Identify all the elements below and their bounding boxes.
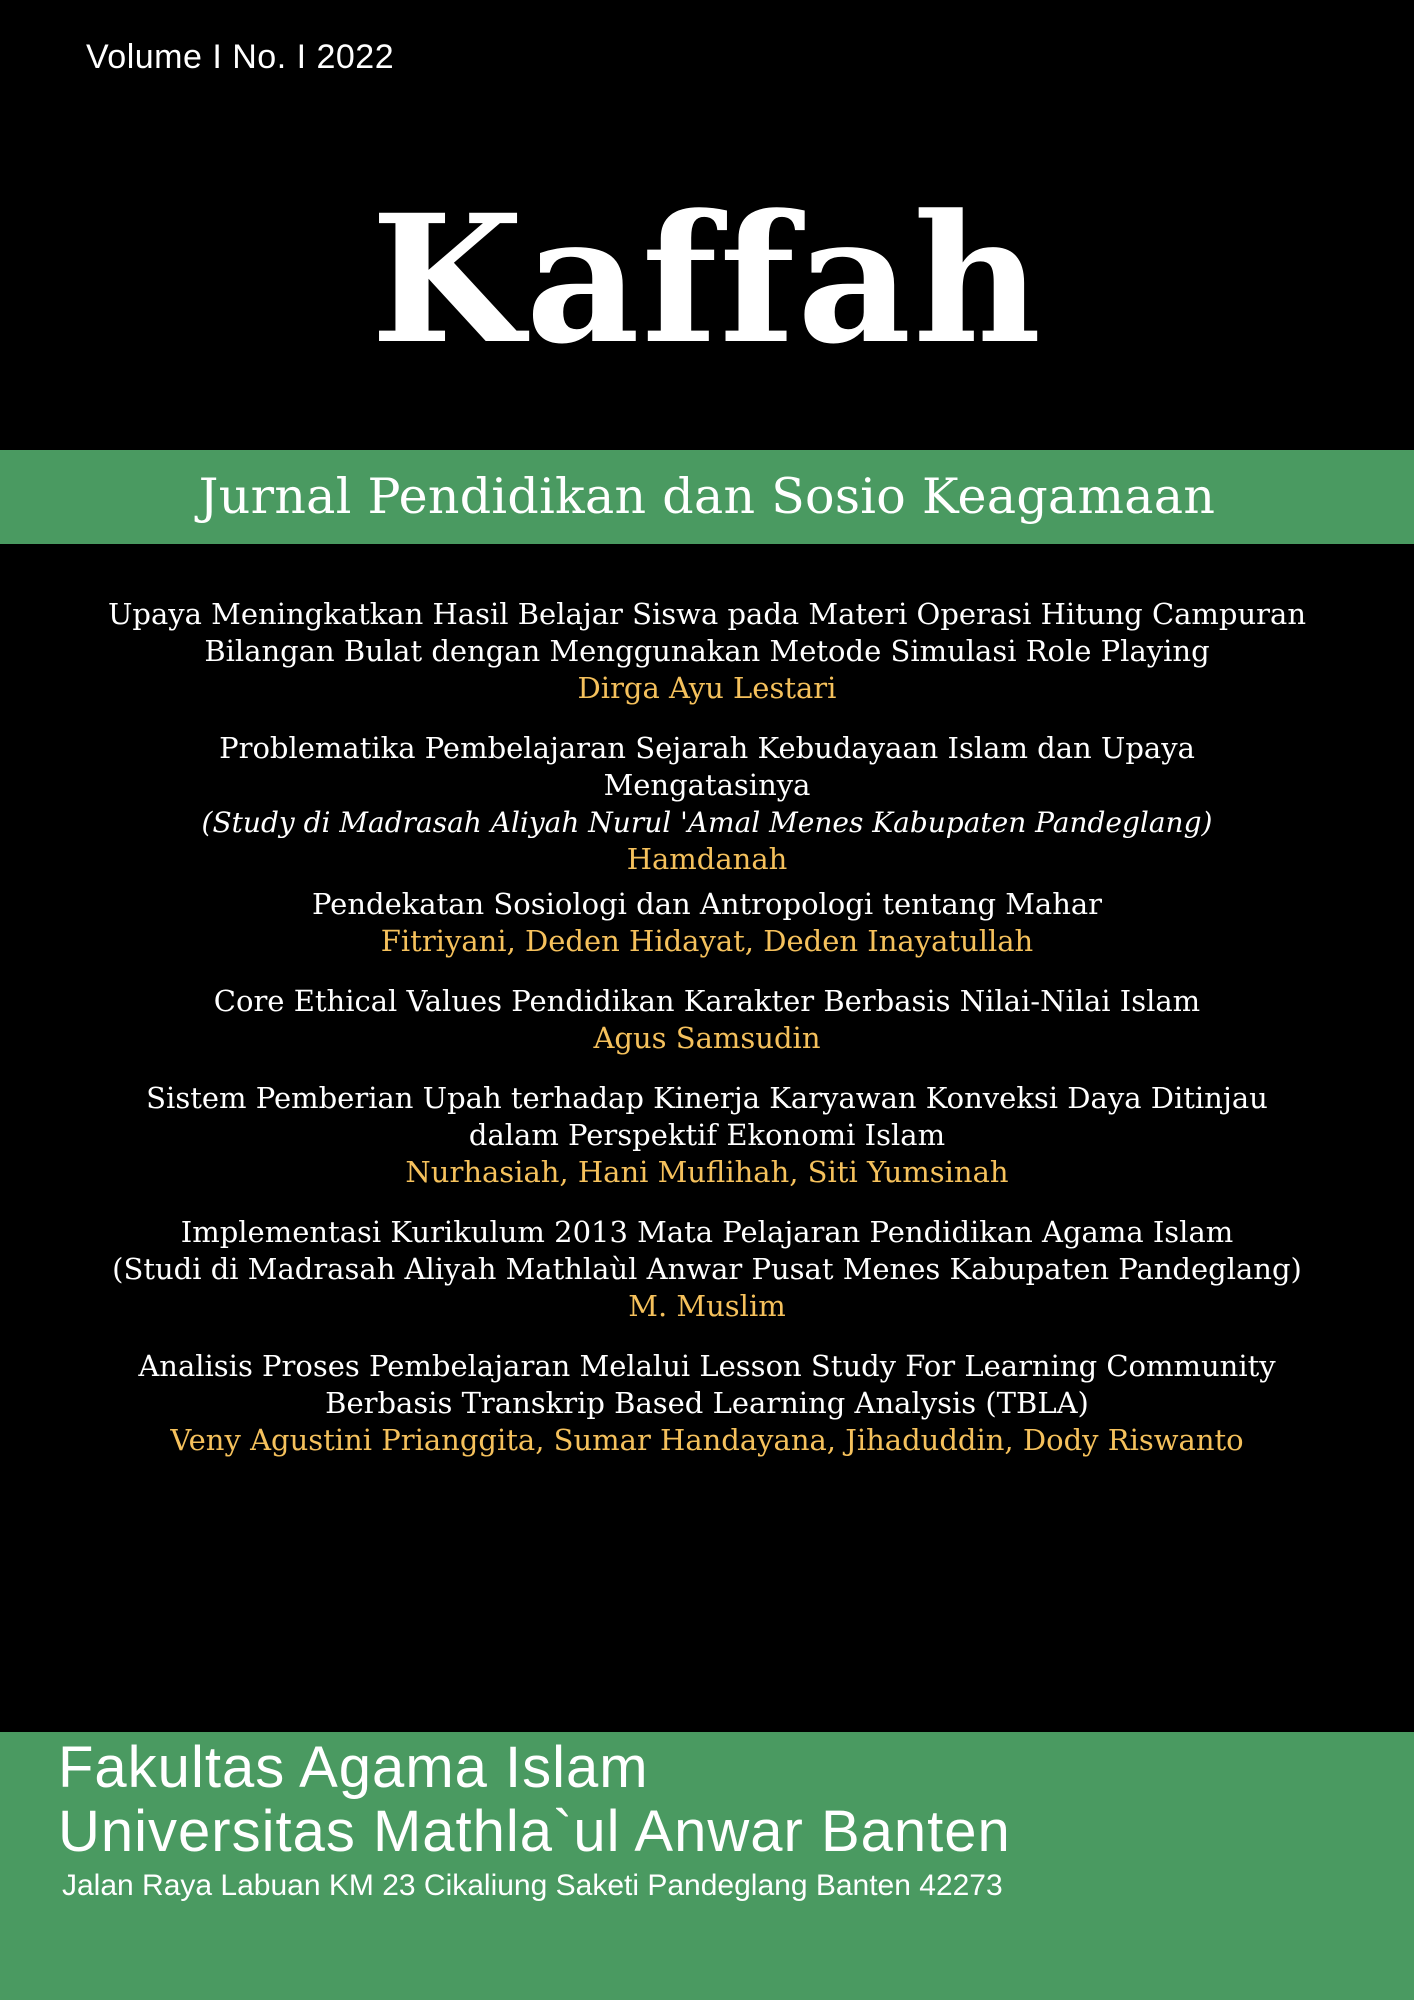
article-title-line: Analisis Proses Pembelajaran Melalui Lesson Study For Learning Community	[138, 1349, 1276, 1383]
article-title-line: Berbasis Transkrip Based Learning Analysis (TBLA)	[325, 1386, 1089, 1420]
address: Jalan Raya Labuan KM 23 Cikaliung Saketi Pandeglang Banten 42273	[62, 1869, 1003, 1902]
article-authors: M. Muslim	[628, 1289, 786, 1323]
article-title-line: dalam Perspektif Ekonomi Islam	[468, 1118, 946, 1152]
table-of-contents	[60, 596, 1354, 1482]
article-authors: Agus Samsudin	[593, 1021, 821, 1055]
article-authors: Fitriyani, Deden Hidayat, Deden Inayatullah	[380, 924, 1034, 958]
article-entry	[60, 1348, 1354, 1459]
article-title-line: Upaya Meningkatkan Hasil Belajar Siswa pada Materi Operasi Hitung Campuran	[107, 597, 1306, 631]
subtitle-band	[0, 450, 1414, 544]
article-title-line: (Studi di Madrasah Aliyah Mathlaùl Anwar Pusat Menes Kabupaten Pandeglang)	[112, 1252, 1302, 1286]
article-entry	[60, 1080, 1354, 1191]
article-authors: Dirga Ayu Lestari	[577, 671, 837, 705]
article-title-line: Mengatasinya	[603, 768, 811, 802]
university-name: Universitas Mathla`ul Anwar Banten	[58, 1799, 1011, 1864]
article-title-line: Sistem Pemberian Upah terhadap Kinerja Karyawan Konveksi Daya Ditinjau	[146, 1081, 1268, 1115]
faculty-name: Fakultas Agama Islam	[58, 1735, 649, 1800]
article-study-note: (Study di Madrasah Aliyah Nurul 'Amal Menes Kabupaten Pandeglang)	[201, 806, 1213, 839]
volume-issue-label: Volume I No. I 2022	[86, 38, 395, 76]
journal-title: Kaffah	[370, 176, 1044, 383]
article-title-line: Pendekatan Sosiologi dan Antropologi tentang Mahar	[311, 887, 1103, 921]
article-title-line: Core Ethical Values Pendidikan Karakter Berbasis Nilai-Nilai Islam	[213, 984, 1201, 1018]
article-title-line: Bilangan Bulat dengan Menggunakan Metode Simulasi Role Playing	[204, 634, 1210, 668]
journal-subtitle: Jurnal Pendidikan dan Sosio Keagamaan	[198, 468, 1216, 525]
article-entry	[60, 1214, 1354, 1325]
article-entry	[60, 886, 1354, 960]
article-authors: Veny Agustini Prianggita, Sumar Handayana, Jihaduddin, Dody Riswanto	[170, 1423, 1244, 1457]
article-title-line: Problematika Pembelajaran Sejarah Kebudayaan Islam dan Upaya	[219, 731, 1195, 765]
article-authors: Nurhasiah, Hani Muflihah, Siti Yumsinah	[405, 1155, 1009, 1189]
article-entry	[60, 730, 1354, 878]
article-entry	[60, 596, 1354, 707]
article-title-line: Implementasi Kurikulum 2013 Mata Pelajaran Pendidikan Agama Islam	[180, 1215, 1234, 1249]
article-entry	[60, 983, 1354, 1057]
article-authors: Hamdanah	[626, 842, 788, 876]
